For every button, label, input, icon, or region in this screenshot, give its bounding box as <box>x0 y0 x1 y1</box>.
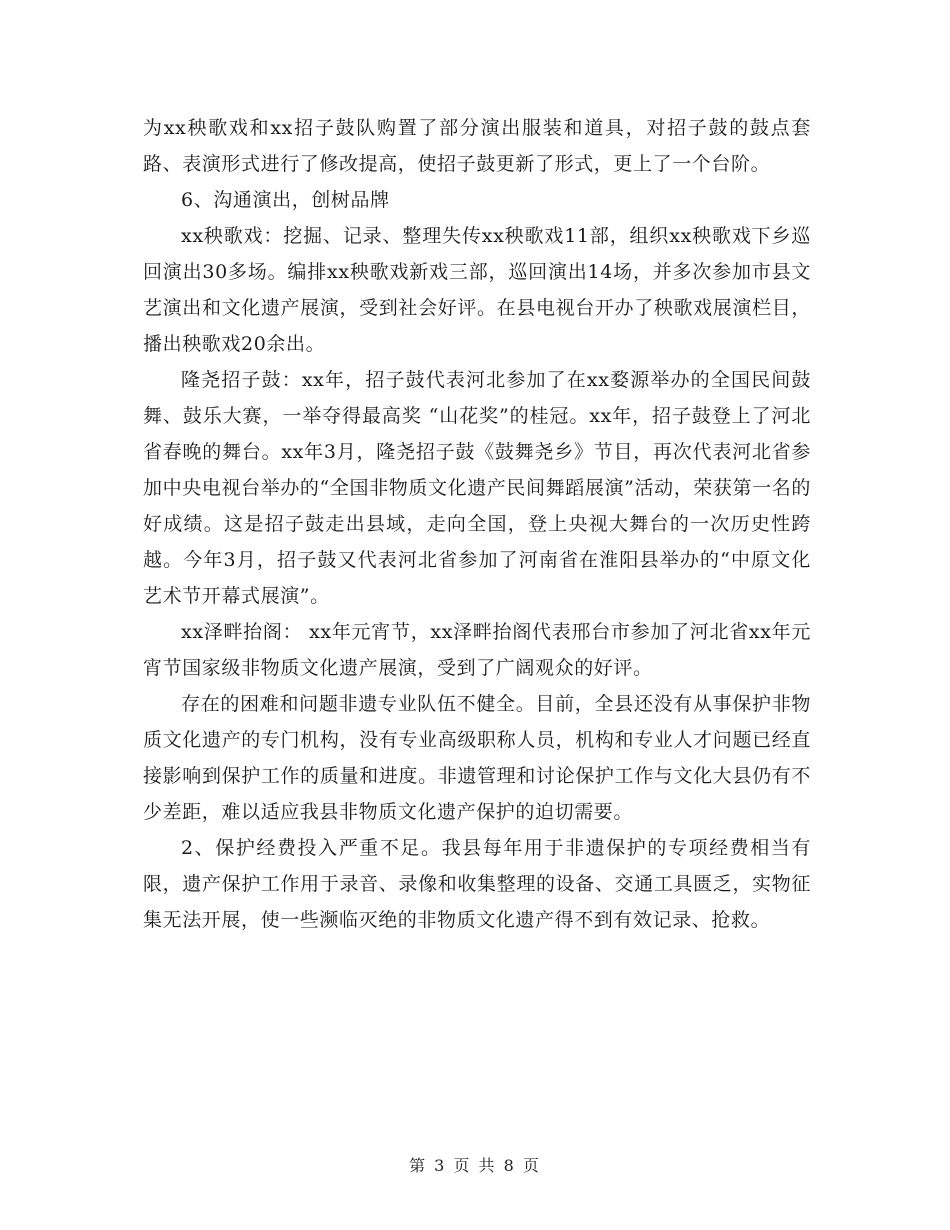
section-heading: 6、沟通演出，创树品牌 <box>181 189 390 211</box>
paragraph-continuation: 为xx秧歌戏和xx招子鼓队购置了部分演出服装和道具，对招子鼓的鼓点套路、表演形式进行了修改提高，使招子鼓更新了形式，更上了一个台阶。 <box>143 117 811 175</box>
document-body <box>143 110 811 938</box>
page-number-footer: 第 3 页 共 8 页 <box>409 1156 541 1175</box>
paragraph-funding: 2、保护经费投入严重不足。我县每年用于非遗保护的专项经费相当有限，遗产保护工作用于录音、录像和收集整理的设备、交通工具匮乏，实物征集无法开展，使一些濒临灭绝的非物质文化遗产得不到有效记录、抢救。 <box>143 837 811 931</box>
paragraph-zhaozi-drum: 隆尧招子鼓：xx年，招子鼓代表河北参加了在xx婺源举办的全国民间鼓舞、鼓乐大赛，一举夺得最高奖 “山花奖”的桂冠。xx年，招子鼓登上了河北省春晚的舞台。xx年3月，隆尧招子鼓《鼓舞尧乡》节目，再次代表河北省参加中央电视台举办的“全国非物质文化遗产民间舞蹈展演”活动，荣获第一名的好成绩。这是招子鼓走出县域，走向全国，登上央视大舞台的一次历史性跨越。今年3月，招子鼓又代表河北省参加了河南省在淮阳县举办的“中原文化艺术节开幕式展演”。 <box>143 369 811 607</box>
paragraph-difficulties: 存在的困难和问题非遗专业队伍不健全。目前，全县还没有从事保护非物质文化遗产的专门机构，没有专业高级职称人员，机构和专业人才问题已经直接影响到保护工作的质量和进度。非遗管理和讨论保护工作与文化大县仍有不少差距，难以适应我县非物质文化遗产保护的迫切需要。 <box>143 693 811 823</box>
paragraph-yangge-opera: xx秧歌戏：挖掘、记录、整理失传xx秧歌戏11部，组织xx秧歌戏下乡巡回演出30多场。编排xx秧歌戏新戏三部，巡回演出14场，并多次参加市县文艺演出和文化遗产展演，受到社会好评。在县电视台开办了秧歌戏展演栏目，播出秧歌戏20余出。 <box>143 225 811 355</box>
paragraph-taige: xx泽畔抬阁： xx年元宵节，xx泽畔抬阁代表邢台市参加了河北省xx年元宵节国家级非物质文化遗产展演，受到了广阔观众的好评。 <box>143 621 811 679</box>
